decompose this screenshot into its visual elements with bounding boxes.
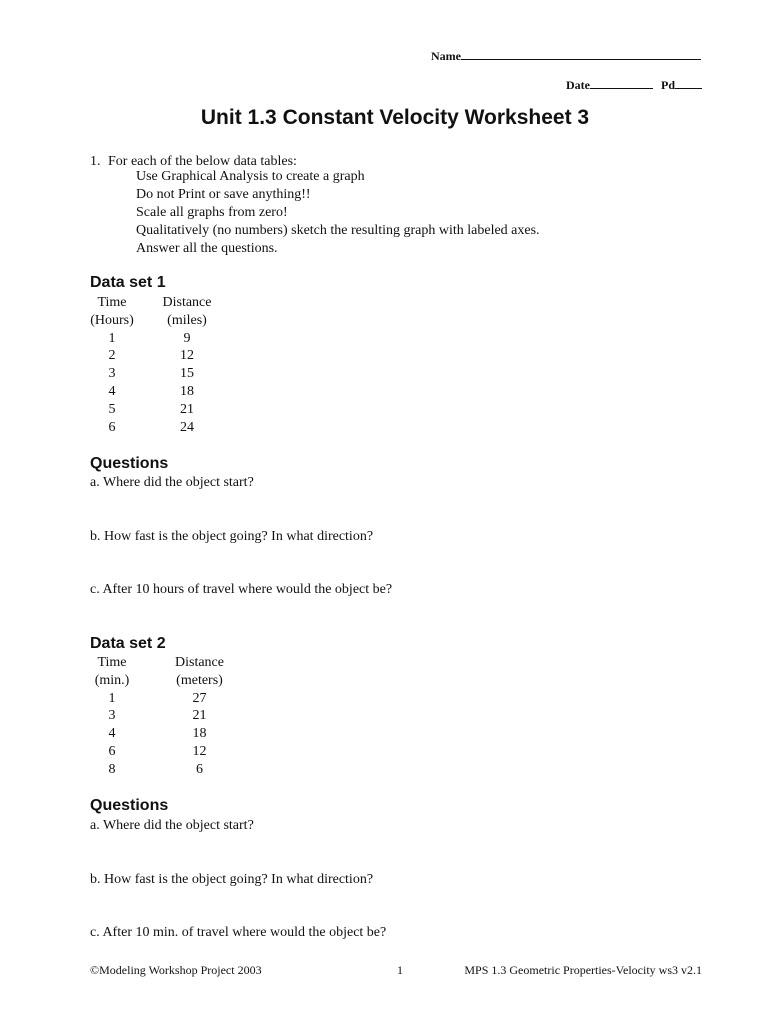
date-blank[interactable]: [590, 77, 653, 89]
time-cell: 4: [108, 726, 116, 742]
time-cell: 3: [108, 366, 116, 382]
time-cell: 1: [108, 690, 116, 706]
distance-cell: 12: [180, 348, 194, 364]
time-cell: 2: [108, 348, 116, 364]
distance-cell: 18: [192, 726, 207, 742]
instruction-item: Use Graphical Analysis to create a graph: [136, 169, 365, 184]
distance-cell: 9: [183, 330, 191, 346]
time-cell: 3: [108, 708, 116, 724]
name-blank[interactable]: [461, 48, 701, 60]
distance-cell: 27: [192, 690, 207, 706]
distance-cell: 24: [180, 419, 194, 435]
question-a: a. Where did the object start?: [90, 818, 254, 833]
instruction-item: Do not Print or save anything!!: [136, 187, 311, 202]
worksheet-title: Unit 1.3 Constant Velocity Worksheet 3: [200, 106, 590, 129]
table-row: [82, 419, 232, 437]
time-cell: 1: [108, 330, 116, 346]
question-number: 1.: [90, 154, 101, 169]
col-time-header: Time: [97, 295, 127, 310]
time-cell: 6: [108, 743, 116, 759]
distance-cell: 21: [192, 708, 207, 724]
distance-cell: 21: [180, 401, 194, 417]
distance-cell: 12: [192, 743, 207, 759]
table-header-row: [82, 654, 257, 672]
col-time-unit: (min.): [94, 672, 130, 688]
table-row: [82, 725, 257, 743]
table-unit-row: [82, 672, 257, 690]
distance-cell: 18: [180, 383, 194, 399]
table-row: [82, 401, 232, 419]
table-row: [82, 330, 232, 348]
table-unit-row: [82, 312, 232, 330]
table-row: [82, 743, 257, 761]
table-row: [82, 707, 257, 725]
instruction-item: Scale all graphs from zero!: [136, 205, 288, 220]
col-time-header: Time: [97, 655, 127, 670]
intro-instructions: [136, 168, 540, 258]
time-cell: 5: [108, 401, 116, 417]
table-row: [82, 365, 232, 383]
page-number: 1: [397, 963, 403, 977]
period-blank[interactable]: [675, 77, 702, 89]
col-distance-header: Distance: [175, 655, 224, 670]
distance-cell: 6: [196, 761, 203, 777]
name-label: Name: [431, 49, 461, 63]
dataset1-table: [82, 294, 232, 436]
col-distance-unit: (miles): [167, 312, 207, 328]
table-row: [82, 690, 257, 708]
questions2-heading: Questions: [90, 797, 169, 814]
question-c: c. After 10 hours of travel where would the object be?: [90, 582, 393, 597]
question-b: b. How fast is the object going? In what direction?: [90, 529, 374, 544]
col-time-unit: (Hours): [90, 312, 134, 328]
footer-copyright: ©Modeling Workshop Project 2003: [90, 963, 262, 977]
name-field[interactable]: [431, 48, 701, 64]
dataset1-heading: Data set 1: [90, 274, 166, 291]
table-row: [82, 347, 232, 365]
instruction-item: Answer all the questions.: [136, 241, 278, 256]
instruction-item: Qualitatively (no numbers) sketch the resulting graph with labeled axes.: [136, 223, 540, 238]
table-row: [82, 383, 232, 401]
col-distance-header: Distance: [162, 295, 212, 310]
dataset2-heading: Data set 2: [90, 635, 166, 652]
question-a: a. Where did the object start?: [90, 475, 254, 490]
date-label: Date: [566, 78, 590, 92]
date-period-field[interactable]: [566, 77, 702, 93]
intro-prompt-text: For each of the below data tables:: [108, 154, 297, 169]
question-b: b. How fast is the object going? In what direction?: [90, 872, 374, 887]
col-distance-unit: (meters): [176, 672, 223, 688]
time-cell: 4: [108, 383, 116, 399]
period-label: Pd: [661, 78, 676, 92]
footer-document-id: MPS 1.3 Geometric Properties-Velocity ws3 v2.1: [464, 963, 702, 977]
table-row: [82, 761, 257, 779]
distance-cell: 15: [180, 366, 194, 382]
time-cell: 8: [108, 761, 116, 777]
questions1-heading: Questions: [90, 455, 169, 472]
time-cell: 6: [108, 419, 116, 435]
dataset2-table: [82, 654, 257, 779]
question-c: c. After 10 min. of travel where would the object be?: [90, 925, 387, 940]
table-header-row: [82, 294, 232, 312]
